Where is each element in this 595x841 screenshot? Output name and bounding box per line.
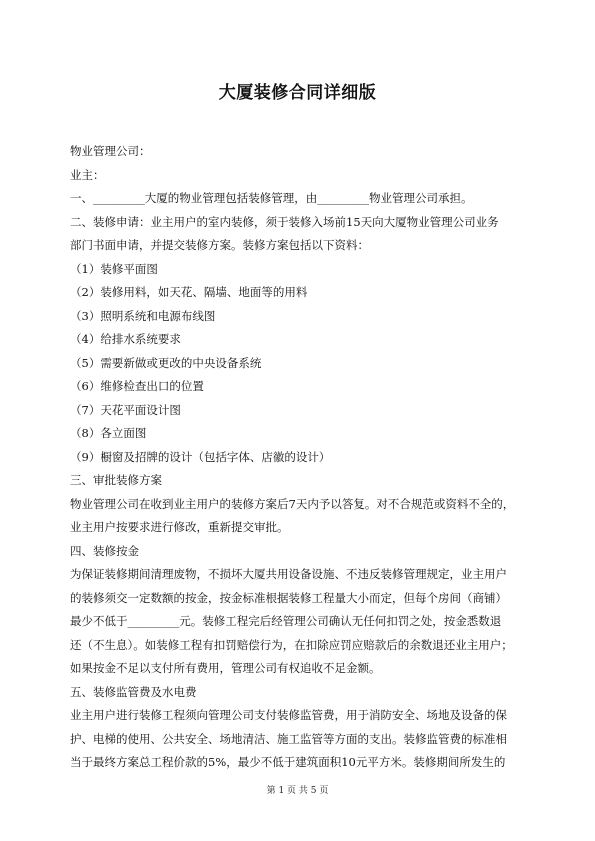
page-footer: 第 1 页 共 5 页 (266, 786, 329, 796)
document-line: 三、审批装修方案 (70, 473, 162, 487)
document-line: 最少不低于_________元。装修工程完后经管理公司确认无任何扣罚之处，按金悉数退 (70, 614, 502, 628)
document-body (70, 140, 526, 775)
document-line: （4）给排水系统要求 (70, 332, 181, 346)
document-line: 一、_________大厦的物业管理包括装修管理，由_________物业管理公司承担。 (70, 191, 473, 205)
document-line: （5）需要新做或更改的中央设备系统 (70, 355, 262, 370)
document-line: 二、装修申请：业主用户的室内装修，须于装修入场前15天向大厦物业管理公司业务 (70, 214, 499, 229)
document-title: 大厦装修合同详细版 (218, 83, 377, 103)
document-line: （1）装修平面图 (70, 261, 158, 276)
document-line: 护、电梯的使用、公共安全、场地清洁、施工监管等方面的支出。装修监管费的标准相 (70, 731, 507, 746)
document-line: 当于最终方案总工程价款的5%，最少不低于建筑面积10元平方米。装修期间所发生的 (70, 755, 506, 769)
document-line: （6）维修检查出口的位置 (70, 379, 204, 393)
document-line: 业主： (70, 167, 105, 182)
document-line: 业主用户进行装修工程须向管理公司支付装修监管费，用于消防安全、场地及设备的保 (70, 708, 507, 722)
document-line: （8）各立面图 (70, 426, 147, 440)
document-line: （7）天花平面设计图 (70, 402, 181, 417)
document-line: （3）照明系统和电源布线图 (70, 308, 216, 323)
document-line: 物业管理公司： (70, 144, 151, 158)
document-line: 业主用户按要求进行修改，重新提交审批。 (70, 520, 289, 534)
document-line: 物业管理公司在收到业主用户的装修方案后7天内予以答复。对不合规范或资料不全的， (70, 496, 515, 511)
document-line: 四、装修按金 (70, 543, 139, 558)
document-line: 为保证装修期间清理废物，不损坏大厦共用设备设施、不违反装修管理规定，业主用户 (70, 567, 507, 581)
document-line: 还（不生息）。如装修工程有扣罚赔偿行为，在扣除应罚应赔款后的余数退还业主用户； (70, 637, 513, 652)
document-line: （9）橱窗及招牌的设计（包括字体、店徽的设计） (70, 449, 331, 464)
document-line: （2）装修用料，如天花、隔墙、地面等的用料 (70, 285, 308, 299)
document-line: 部门书面申请，并提交装修方案。装修方案包括以下资料： (70, 238, 369, 252)
document-line: 的装修须交一定数额的按金，按金标准根据装修工程量大小而定，但每个房间（商铺） (70, 590, 507, 605)
document-line: 五、装修监管费及水电费 (70, 684, 197, 699)
document-line: 如果按金不足以支付所有费用，管理公司有权追收不足金额。 (70, 661, 381, 675)
